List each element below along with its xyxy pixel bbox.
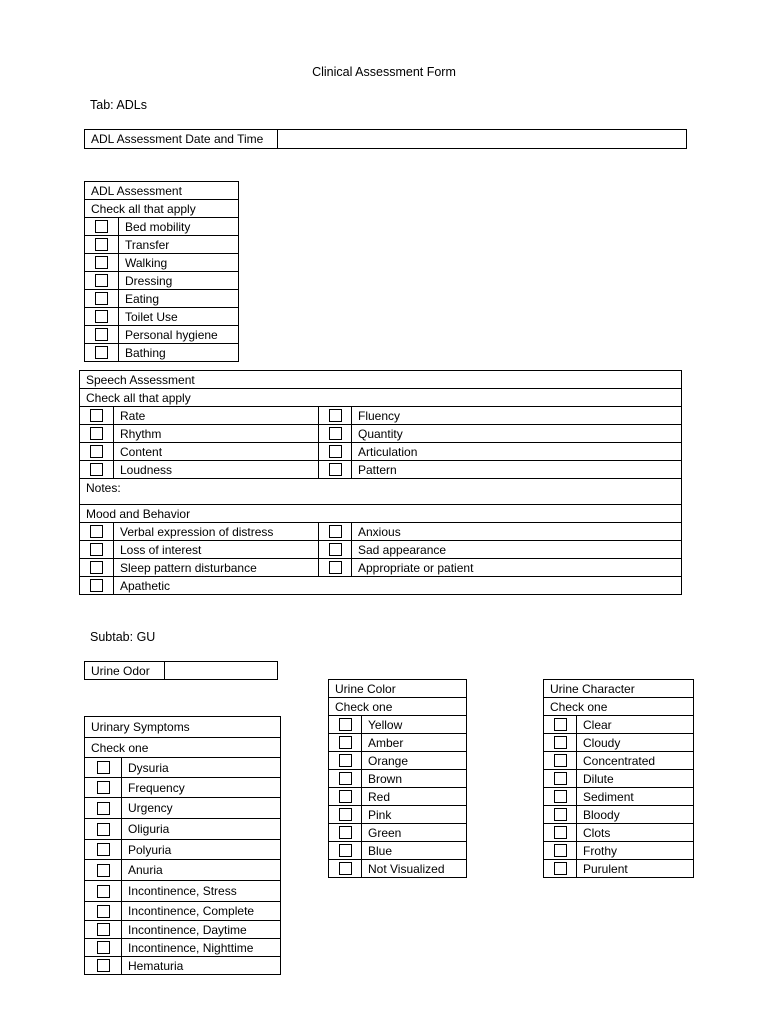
urinary-symptom-label: Incontinence, Complete xyxy=(122,902,281,921)
speech-item-label: Pattern xyxy=(352,461,682,479)
adl-item-label: Personal hygiene xyxy=(119,326,239,344)
adl-date-label: ADL Assessment Date and Time xyxy=(85,130,278,149)
checkbox-content[interactable] xyxy=(80,443,114,461)
speech-mood-table xyxy=(79,370,682,595)
checkbox-oliguria[interactable] xyxy=(85,819,122,840)
checkbox-verbal-distress[interactable] xyxy=(80,523,114,541)
speech-assessment-instruction: Check all that apply xyxy=(80,389,682,407)
urine-odor-table xyxy=(84,661,278,680)
checkbox-dysuria[interactable] xyxy=(85,758,122,778)
speech-item-label: Rhythm xyxy=(114,425,319,443)
checkbox-polyuria[interactable] xyxy=(85,840,122,860)
tab-label: Tab: ADLs xyxy=(90,98,147,112)
form-title: Clinical Assessment Form xyxy=(312,65,456,79)
urine-character-label: Sediment xyxy=(577,788,694,806)
checkbox-rate[interactable] xyxy=(80,407,114,425)
checkbox-toilet-use[interactable] xyxy=(85,308,119,326)
speech-item-label: Quantity xyxy=(352,425,682,443)
urine-character-header: Urine Character xyxy=(544,680,694,698)
urinary-symptom-label: Incontinence, Stress xyxy=(122,881,281,902)
mood-item-label: Appropriate or patient xyxy=(352,559,682,577)
checkbox-bed-mobility[interactable] xyxy=(85,218,119,236)
adl-date-input[interactable] xyxy=(278,130,687,149)
urinary-symptom-label: Hematuria xyxy=(122,957,281,975)
urine-character-label: Cloudy xyxy=(577,734,694,752)
checkbox-transfer[interactable] xyxy=(85,236,119,254)
checkbox-urgency[interactable] xyxy=(85,798,122,819)
checkbox-apathetic[interactable] xyxy=(80,577,114,595)
urine-character-label: Dilute xyxy=(577,770,694,788)
speech-item-label: Rate xyxy=(114,407,319,425)
speech-item-label: Fluency xyxy=(352,407,682,425)
adl-item-label: Transfer xyxy=(119,236,239,254)
checkbox-loudness[interactable] xyxy=(80,461,114,479)
checkbox-red[interactable] xyxy=(329,788,362,806)
urinary-symptom-label: Polyuria xyxy=(122,840,281,860)
mood-item-label: Verbal expression of distress xyxy=(114,523,319,541)
checkbox-personal-hygiene[interactable] xyxy=(85,326,119,344)
checkbox-pattern[interactable] xyxy=(319,461,352,479)
adl-item-label: Toilet Use xyxy=(119,308,239,326)
speech-item-label: Articulation xyxy=(352,443,682,461)
checkbox-incontinence-nighttime[interactable] xyxy=(85,939,122,957)
urine-character-label: Bloody xyxy=(577,806,694,824)
checkbox-anuria[interactable] xyxy=(85,860,122,881)
checkbox-walking[interactable] xyxy=(85,254,119,272)
checkbox-quantity[interactable] xyxy=(319,425,352,443)
checkbox-bloody[interactable] xyxy=(544,806,577,824)
mood-behavior-header: Mood and Behavior xyxy=(80,505,682,523)
checkbox-brown[interactable] xyxy=(329,770,362,788)
urine-color-label: Orange xyxy=(362,752,467,770)
urine-color-instruction: Check one xyxy=(329,698,467,716)
checkbox-frothy[interactable] xyxy=(544,842,577,860)
urine-color-label: Amber xyxy=(362,734,467,752)
urinary-symptom-label: Dysuria xyxy=(122,758,281,778)
speech-item-label: Content xyxy=(114,443,319,461)
checkbox-hematuria[interactable] xyxy=(85,957,122,975)
mood-item-label: Sleep pattern disturbance xyxy=(114,559,319,577)
checkbox-sad-appearance[interactable] xyxy=(319,541,352,559)
checkbox-articulation[interactable] xyxy=(319,443,352,461)
urinary-symptom-label: Incontinence, Daytime xyxy=(122,921,281,939)
adl-assessment-header: ADL Assessment xyxy=(85,182,239,200)
urinary-symptoms-instruction: Check one xyxy=(85,738,281,758)
urine-character-label: Concentrated xyxy=(577,752,694,770)
checkbox-incontinence-stress[interactable] xyxy=(85,881,122,902)
checkbox-bathing[interactable] xyxy=(85,344,119,362)
urine-character-instruction: Check one xyxy=(544,698,694,716)
checkbox-yellow[interactable] xyxy=(329,716,362,734)
urine-character-label: Frothy xyxy=(577,842,694,860)
speech-item-label: Loudness xyxy=(114,461,319,479)
urine-color-label: Red xyxy=(362,788,467,806)
checkbox-green[interactable] xyxy=(329,824,362,842)
adl-assessment-instruction: Check all that apply xyxy=(85,200,239,218)
checkbox-eating[interactable] xyxy=(85,290,119,308)
urine-color-label: Not Visualized xyxy=(362,860,467,878)
urinary-symptom-label: Urgency xyxy=(122,798,281,819)
adl-assessment-table xyxy=(84,181,239,362)
adl-item-label: Bed mobility xyxy=(119,218,239,236)
adl-item-label: Bathing xyxy=(119,344,239,362)
checkbox-cloudy[interactable] xyxy=(544,734,577,752)
urine-character-label: Clear xyxy=(577,716,694,734)
checkbox-frequency[interactable] xyxy=(85,778,122,798)
urinary-symptom-label: Oliguria xyxy=(122,819,281,840)
checkbox-sediment[interactable] xyxy=(544,788,577,806)
checkbox-clear[interactable] xyxy=(544,716,577,734)
urine-character-table xyxy=(543,679,694,878)
checkbox-rhythm[interactable] xyxy=(80,425,114,443)
checkbox-amber[interactable] xyxy=(329,734,362,752)
checkbox-dilute[interactable] xyxy=(544,770,577,788)
checkbox-clots[interactable] xyxy=(544,824,577,842)
checkbox-incontinence-daytime[interactable] xyxy=(85,921,122,939)
adl-item-label: Walking xyxy=(119,254,239,272)
urine-character-label: Clots xyxy=(577,824,694,842)
urinary-symptoms-header: Urinary Symptoms xyxy=(85,717,281,738)
checkbox-loss-of-interest[interactable] xyxy=(80,541,114,559)
subtab-label: Subtab: GU xyxy=(90,630,156,644)
urine-color-label: Blue xyxy=(362,842,467,860)
urine-color-label: Pink xyxy=(362,806,467,824)
mood-item-label: Anxious xyxy=(352,523,682,541)
checkbox-appropriate[interactable] xyxy=(319,559,352,577)
checkbox-incontinence-complete[interactable] xyxy=(85,902,122,921)
checkbox-dressing[interactable] xyxy=(85,272,119,290)
checkbox-fluency[interactable] xyxy=(319,407,352,425)
checkbox-pink[interactable] xyxy=(329,806,362,824)
urine-color-label: Brown xyxy=(362,770,467,788)
urinary-symptoms-table xyxy=(84,716,281,975)
adl-item-label: Eating xyxy=(119,290,239,308)
checkbox-concentrated[interactable] xyxy=(544,752,577,770)
adl-item-label: Dressing xyxy=(119,272,239,290)
mood-item-label: Sad appearance xyxy=(352,541,682,559)
checkbox-purulent[interactable] xyxy=(544,860,577,878)
urine-odor-input[interactable] xyxy=(165,662,278,680)
urine-color-label: Yellow xyxy=(362,716,467,734)
urine-color-label: Green xyxy=(362,824,467,842)
adl-date-table xyxy=(84,129,687,149)
checkbox-blue[interactable] xyxy=(329,842,362,860)
speech-notes-field[interactable]: Notes: xyxy=(80,479,682,505)
mood-item-label: Apathetic xyxy=(114,577,682,595)
speech-assessment-header: Speech Assessment xyxy=(80,371,682,389)
mood-item-label: Loss of interest xyxy=(114,541,319,559)
urinary-symptom-label: Frequency xyxy=(122,778,281,798)
urine-character-label: Purulent xyxy=(577,860,694,878)
urine-odor-label: Urine Odor xyxy=(85,662,165,680)
urinary-symptom-label: Anuria xyxy=(122,860,281,881)
urine-color-header: Urine Color xyxy=(329,680,467,698)
checkbox-not-visualized[interactable] xyxy=(329,860,362,878)
urinary-symptom-label: Incontinence, Nighttime xyxy=(122,939,281,957)
checkbox-sleep-pattern[interactable] xyxy=(80,559,114,577)
checkbox-orange[interactable] xyxy=(329,752,362,770)
checkbox-anxious[interactable] xyxy=(319,523,352,541)
urine-color-table xyxy=(328,679,467,878)
